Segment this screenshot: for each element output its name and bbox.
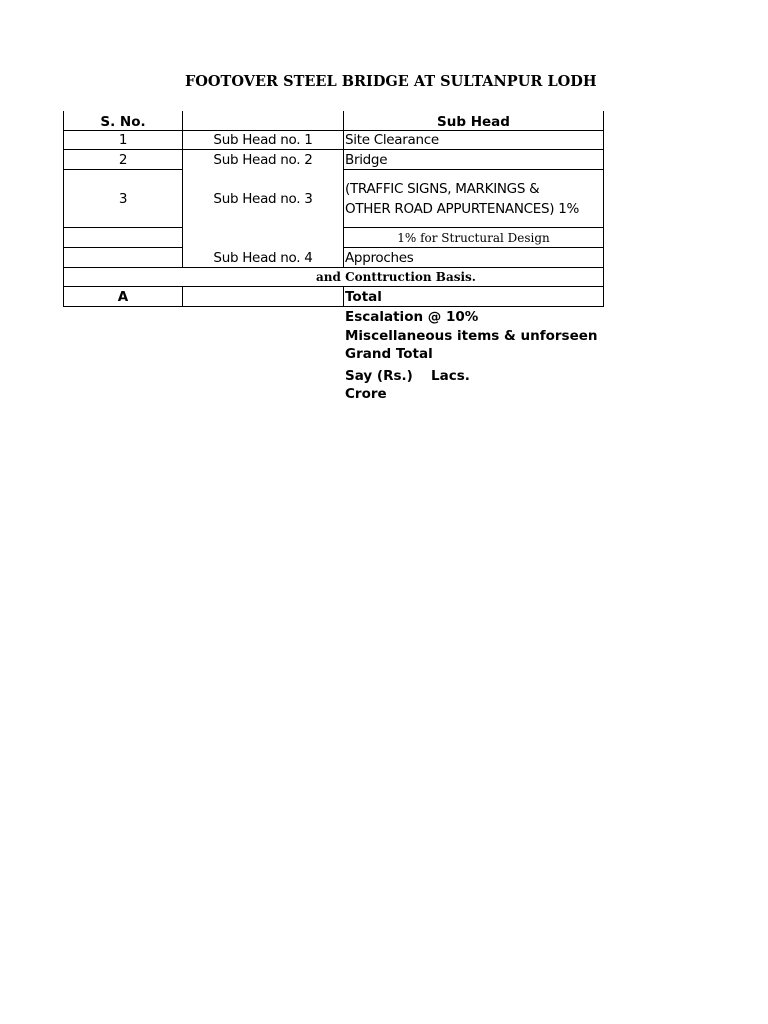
basis-note: and Conttruction Basis. (316, 270, 476, 284)
summary-grand-total: Grand Total (345, 346, 433, 362)
summary-lacs: Lacs. (431, 368, 470, 384)
row-3-desc-line-2: OTHER ROAD APPURTENANCES) 1% (345, 201, 580, 217)
grid-line (63, 267, 604, 268)
row-5-desc: Approches (345, 250, 414, 266)
sheet-viewport (0, 0, 604, 420)
header-sno: S. No. (100, 114, 146, 130)
row-4-desc: 1% for Structural Design (397, 231, 550, 245)
grid-line (343, 227, 604, 228)
grid-line (63, 130, 604, 131)
summary-escalation: Escalation @ 10% (345, 309, 479, 325)
total-row-label: Total (345, 289, 382, 305)
total-row-sno: A (117, 289, 129, 305)
header-subhead: Sub Head (437, 114, 510, 130)
row-5-name: Sub Head no. 4 (213, 250, 313, 266)
row-1-desc: Site Clearance (345, 132, 439, 148)
grid-line (63, 306, 604, 307)
row-3-desc-line-1: (TRAFFIC SIGNS, MARKINGS & (345, 181, 540, 197)
grid-line (343, 169, 604, 170)
row-2-name: Sub Head no. 2 (213, 152, 313, 168)
grid-line (63, 227, 183, 228)
row-3-name: Sub Head no. 3 (213, 191, 313, 207)
row-2-sno: 2 (118, 152, 128, 168)
grid-line (63, 169, 183, 170)
row-2-desc: Bridge (345, 152, 388, 168)
row-1-sno: 1 (118, 132, 128, 148)
grid-line (63, 286, 604, 287)
summary-crore: Crore (345, 386, 387, 402)
document-title: FOOTOVER STEEL BRIDGE AT SULTANPUR LODH (185, 73, 597, 90)
grid-line (603, 111, 604, 307)
summary-misc: Miscellaneous items & unforseen (345, 328, 598, 344)
row-3-sno: 3 (118, 191, 128, 207)
row-1-name: Sub Head no. 1 (213, 132, 313, 148)
grid-line (63, 247, 183, 248)
summary-say: Say (Rs.) (345, 368, 413, 384)
grid-line (63, 149, 604, 150)
grid-line (343, 247, 604, 248)
grid-line (182, 286, 183, 307)
grid-line (343, 286, 344, 307)
